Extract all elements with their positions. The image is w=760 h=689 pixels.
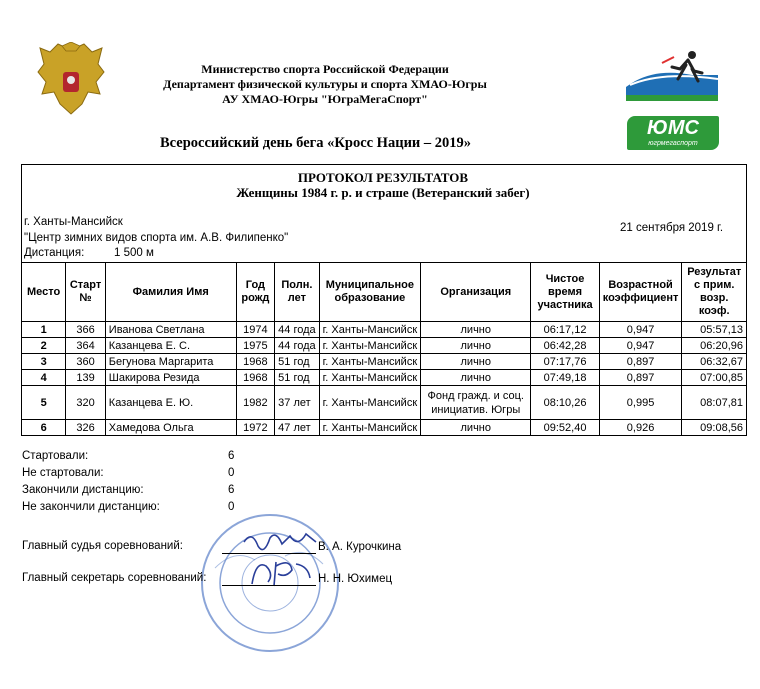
cell-place: 4	[22, 370, 66, 386]
protocol-title: ПРОТОКОЛ РЕЗУЛЬТАТОВ	[297, 170, 469, 185]
cell-birth-year: 1975	[236, 338, 275, 354]
judge-signature-line	[222, 553, 316, 554]
results-table	[21, 262, 747, 436]
cell-organization: Фонд гражд. и соц. инициатив. Югры	[421, 386, 531, 420]
cell-organization: лично	[421, 322, 531, 338]
table-row	[22, 338, 747, 354]
cell-place: 3	[22, 354, 66, 370]
cell-net-time: 06:42,28	[531, 338, 599, 354]
stat-finished	[22, 482, 262, 499]
cell-age-coefficient: 0,897	[599, 370, 682, 386]
cell-name: Казанцева Е. С.	[105, 338, 236, 354]
cell-organization: лично	[421, 370, 531, 386]
stat-started	[22, 448, 262, 465]
cell-start-number: 366	[66, 322, 106, 338]
coat-of-arms-emblem	[36, 42, 106, 120]
cell-adjusted-result: 06:20,96	[682, 338, 747, 354]
cell-municipality: г. Ханты-Мансийск	[319, 354, 421, 370]
protocol-heading	[21, 170, 745, 200]
meta-distance-label: Дистанция:	[24, 247, 85, 259]
stat-finished-value: 6	[228, 484, 235, 496]
organization-name: АУ ХМАО-Югры "ЮграМегаСпорт"	[222, 92, 428, 106]
cell-age: 51 год	[275, 370, 319, 386]
col-header-adjusted-result: Результат с прим. возр. коэф.	[682, 263, 747, 322]
cell-age-coefficient: 0,926	[599, 420, 682, 436]
secretary-name: Н. Н. Юхимец	[318, 573, 393, 585]
cell-start-number: 364	[66, 338, 106, 354]
cell-municipality: г. Ханты-Мансийск	[319, 370, 421, 386]
cell-adjusted-result: 07:00,85	[682, 370, 747, 386]
meta-city: г. Ханты-Мансийск	[24, 216, 123, 228]
cell-name: Иванова Светлана	[105, 322, 236, 338]
col-header-birth-year: Год рожд	[236, 263, 275, 322]
ums-logo-text: ЮМС	[647, 117, 699, 139]
cell-municipality: г. Ханты-Мансийск	[319, 420, 421, 436]
cell-name: Хамедова Ольга	[105, 420, 236, 436]
judge-name: В. А. Курочкина	[318, 541, 402, 553]
secretary-signature-line	[222, 585, 316, 586]
meta-distance-value: 1 500 м	[114, 247, 154, 259]
cell-organization: лично	[421, 354, 531, 370]
cell-net-time: 06:17,12	[531, 322, 599, 338]
meta-date: 21 сентября 2019 г.	[620, 222, 724, 234]
ministry-name: Министерство спорта Российской Федерации	[201, 62, 449, 76]
cell-municipality: г. Ханты-Мансийск	[319, 322, 421, 338]
cell-birth-year: 1968	[236, 354, 275, 370]
col-header-name: Фамилия Имя	[105, 263, 236, 322]
table-header-row	[22, 263, 747, 322]
cell-name: Бегунова Маргарита	[105, 354, 236, 370]
cell-place: 6	[22, 420, 66, 436]
stat-not-started-value: 0	[228, 467, 235, 479]
cell-place: 2	[22, 338, 66, 354]
col-header-age-coefficient: Возрастной коэффициент	[599, 263, 682, 322]
cell-adjusted-result: 08:07,81	[682, 386, 747, 420]
cell-age: 44 года	[275, 338, 319, 354]
stats-block	[22, 448, 262, 516]
cell-age: 44 года	[275, 322, 319, 338]
col-header-net-time: Чистое время участника	[531, 263, 599, 322]
cell-start-number: 320	[66, 386, 106, 420]
cell-age-coefficient: 0,897	[599, 354, 682, 370]
cell-start-number: 326	[66, 420, 106, 436]
table-row	[22, 386, 747, 420]
cell-net-time: 08:10,26	[531, 386, 599, 420]
stat-finished-label: Закончили дистанцию:	[22, 484, 144, 496]
table-row	[22, 322, 747, 338]
judge-label: Главный судья соревнований:	[22, 540, 183, 552]
meta-venue: "Центр зимних видов спорта им. А.В. Филипенко"	[24, 232, 289, 244]
cell-net-time: 07:17,76	[531, 354, 599, 370]
ums-logo	[627, 116, 719, 150]
protocol-subtitle: Женщины 1984 г. р. и страше (Ветеранский забег)	[236, 185, 530, 200]
table-row	[22, 420, 747, 436]
cell-place: 5	[22, 386, 66, 420]
stat-not-started-label: Не стартовали:	[22, 467, 104, 479]
cell-adjusted-result: 05:57,13	[682, 322, 747, 338]
stat-not-started	[22, 465, 262, 482]
cell-adjusted-result: 09:08,56	[682, 420, 747, 436]
cell-age-coefficient: 0,995	[599, 386, 682, 420]
col-header-place: Место	[22, 263, 66, 322]
cell-age: 47 лет	[275, 420, 319, 436]
cell-net-time: 09:52,40	[531, 420, 599, 436]
cell-start-number: 360	[66, 354, 106, 370]
cell-net-time: 07:49,18	[531, 370, 599, 386]
cell-age-coefficient: 0,947	[599, 338, 682, 354]
col-header-age: Полн. лет	[275, 263, 319, 322]
table-row	[22, 354, 747, 370]
cell-age: 51 год	[275, 354, 319, 370]
stat-not-finished-value: 0	[228, 501, 235, 513]
secretary-label: Главный секретарь соревнований:	[22, 572, 207, 584]
cell-place: 1	[22, 322, 66, 338]
cell-name: Шакирова Резида	[105, 370, 236, 386]
stat-not-finished-label: Не закончили дистанцию:	[22, 501, 160, 513]
cell-birth-year: 1968	[236, 370, 275, 386]
kross-natsii-logo	[622, 45, 722, 103]
stat-started-label: Стартовали:	[22, 450, 89, 462]
cell-birth-year: 1972	[236, 420, 275, 436]
col-header-municipality: Муниципальное образование	[319, 263, 421, 322]
cell-municipality: г. Ханты-Мансийск	[319, 338, 421, 354]
cell-age-coefficient: 0,947	[599, 322, 682, 338]
cell-municipality: г. Ханты-Мансийск	[319, 386, 421, 420]
stat-started-value: 6	[228, 450, 235, 462]
cell-age: 37 лет	[275, 386, 319, 420]
cell-adjusted-result: 06:32,67	[682, 354, 747, 370]
cell-start-number: 139	[66, 370, 106, 386]
event-title: Всероссийский день бега «Кросс Нации – 2019»	[160, 135, 472, 151]
col-header-organization: Организация	[421, 263, 531, 322]
cell-organization: лично	[421, 338, 531, 354]
department-name: Департамент физической культуры и спорта ХМАО-Югры	[163, 77, 487, 91]
cell-birth-year: 1974	[236, 322, 275, 338]
cell-name: Казанцева Е. Ю.	[105, 386, 236, 420]
cell-birth-year: 1982	[236, 386, 275, 420]
cell-organization: лично	[421, 420, 531, 436]
table-row	[22, 370, 747, 386]
ums-logo-subtext: югрмегаспорт	[648, 140, 698, 147]
col-header-start-number: Старт №	[66, 263, 106, 322]
header-block	[150, 62, 500, 107]
